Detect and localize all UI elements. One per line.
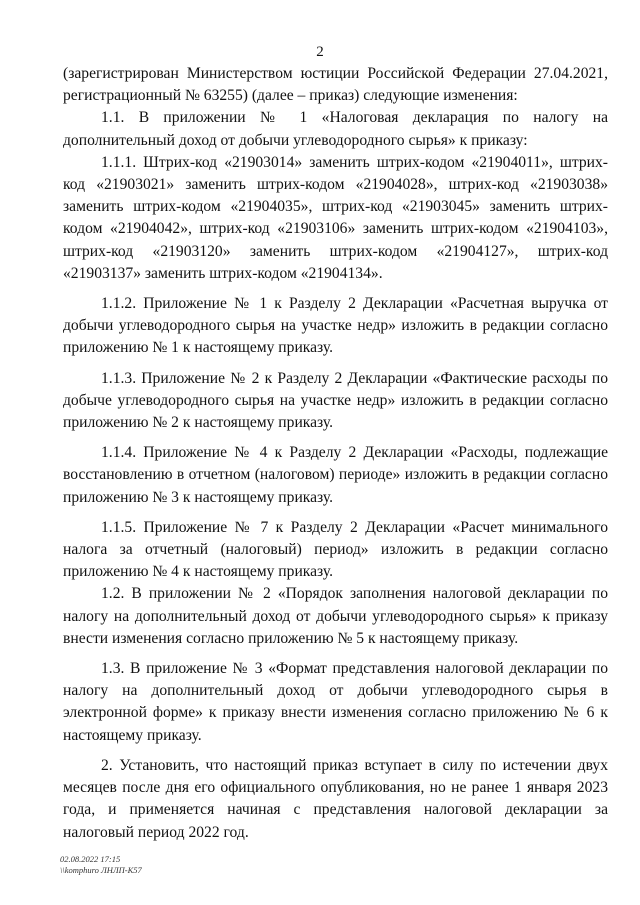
paragraph-1-1-5: 1.1.5. Приложение № 7 к Разделу 2 Декларации «Расчет минимального налога за отчетный (налоговый) период» изложить в редакции согласно приложению № 4 к настоящему приказу. [63,518,608,581]
paragraph-1-1: 1.1. В приложении № 1 «Налоговая декларация по налогу на дополнительный доход от добычи углеводородного сырья» к приказу: [63,109,608,149]
paragraph-1-3: 1.3. В приложение № 3 «Формат представления налоговой декларации по налогу на дополнительный доход от добычи углеводородного сырья в электронной форме» к приказу внести изменения согласно приложению № 6 к настоящему приказу. [63,660,608,744]
paragraph-1-1-1: 1.1.1. Штрих-код «21903014» заменить штрих-кодом «21904011», штрих-код «21903021» заменить штрих-кодом «21904028», штрих-код «21903038» заменить штрих-кодом «21904035», штрих-код «21903045» заменить штрих-кодом «21904042», штрих-код «21903106» заменить штрих-кодом «21904103», штрих-код «21903120» заменить штрих-кодом «21904127», штрих-код «21903137» заменить штрих-кодом «21904134». [63,153,608,282]
paragraph-1-2: 1.2. В приложении № 2 «Порядок заполнения налоговой декларации по налогу на дополнительный доход от добычи углеводородного сырья» к приказу внести изменения согласно приложению № 5 к настоящему приказу. [63,585,608,647]
paragraph-1-1-3: 1.1.3. Приложение № 2 к Разделу 2 Декларации «Фактические расходы по добыче углеводородного сырья на участке недр» изложить в редакции согласно приложению № 2 к настоящему приказу. [63,369,608,432]
document-body [63,63,608,844]
footer-timestamp: 02.08.2022 17:15 [60,854,121,864]
paragraph-2: 2. Установить, что настоящий приказ вступает в силу по истечении двух месяцев после дня его официального опубликования, но не ранее 1 января 2023 года, и применяется начиная с представления налоговой декларации за налоговый период 2022 год. [63,756,608,841]
paragraph-registration: (зарегистрирован Министерством юстиции Российской Федерации 27.04.2021, регистрационный № 63255) (далее – приказ) следующие изменения: [63,65,608,105]
document-footer [60,854,142,876]
paragraph-1-1-4: 1.1.4. Приложение № 4 к Разделу 2 Декларации «Расходы, подлежащие восстановлению в отчетном (налоговом) периоде» изложить в редакции согласно приложению № 3 к настоящему приказу. [63,444,608,506]
paragraph-1-1-2: 1.1.2. Приложение № 1 к Разделу 2 Декларации «Расчетная выручка от добычи углеводородного сырья на участке недр» изложить в редакции согласно приложению № 1 к настоящему приказу. [63,295,608,357]
page-number: 2 [316,44,324,60]
footer-file-path: \\komphuro ЛНЛП-К57 [60,865,142,875]
